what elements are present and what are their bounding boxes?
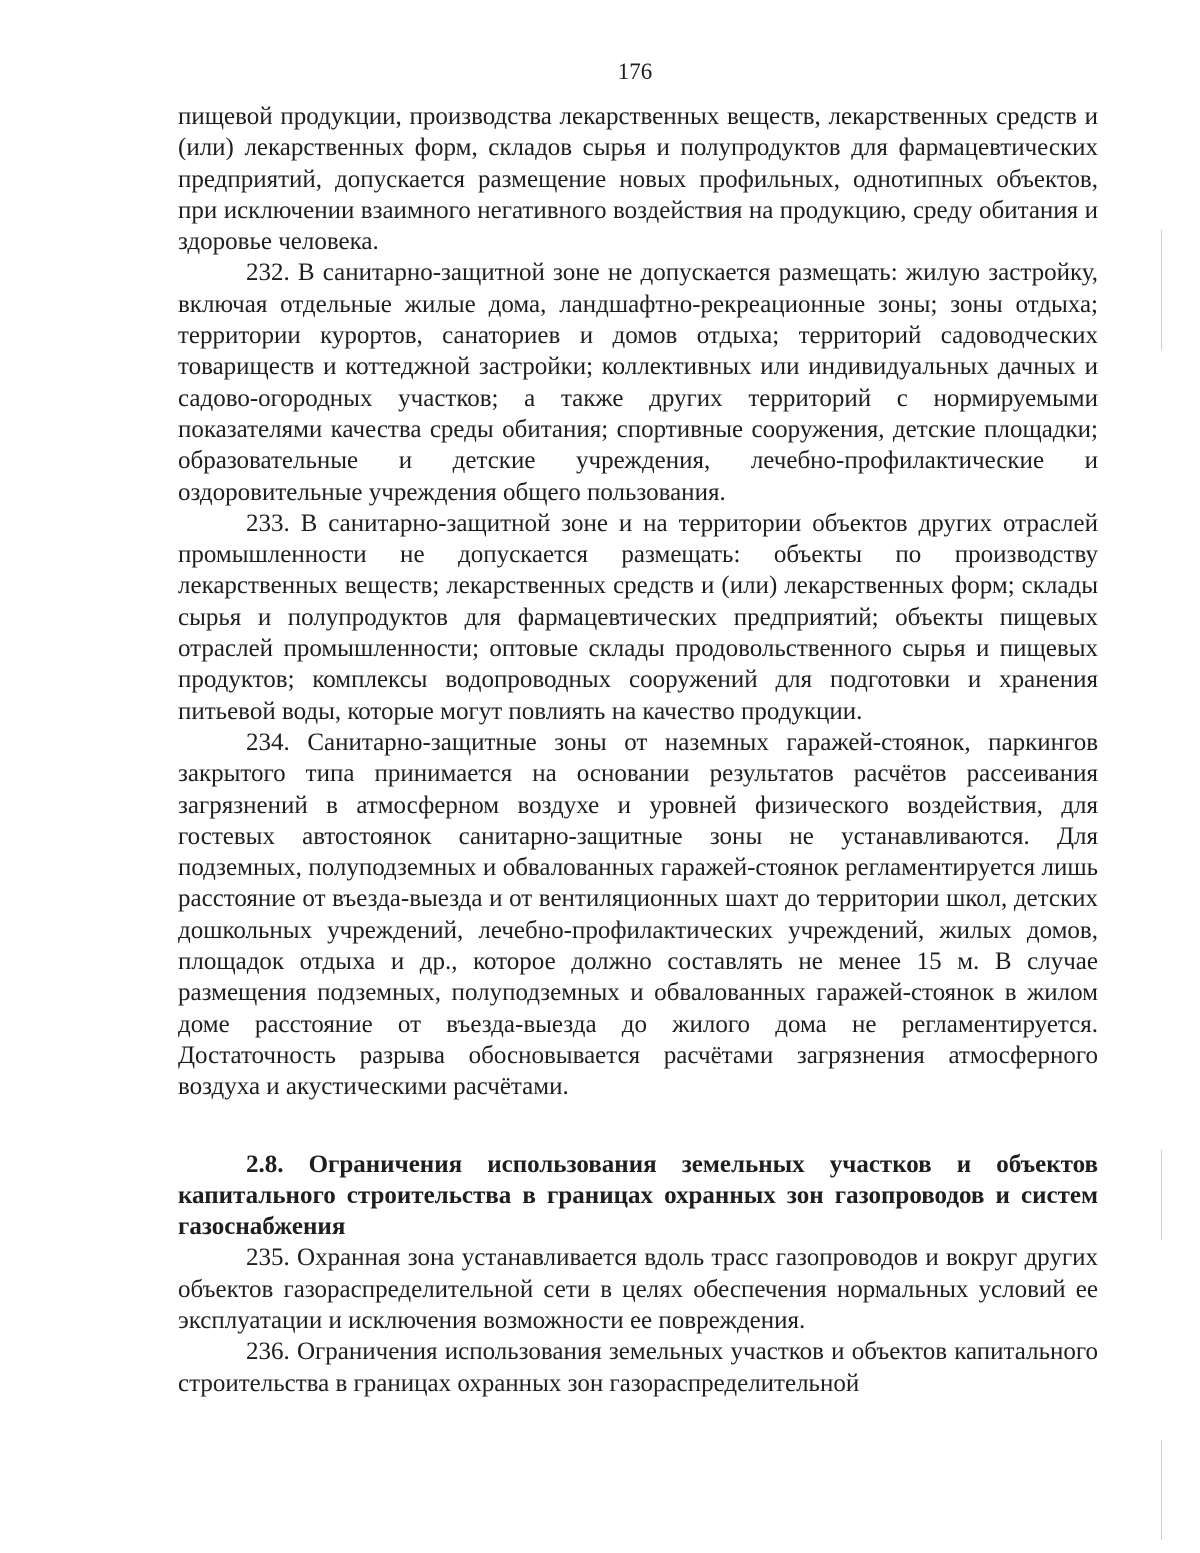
paragraph-234: 234. Санитарно-защитные зоны от наземных гаражей-стоянок, паркингов закрытого типа принимается на основании результатов расчётов рассеивания загрязнений в атмосферном воздухе и уровней физического воздействия, для гостевых автостоянок санитарно-защитные зоны не устанавливаются. Для подземных, полуподземных и обвалованных гаражей-стоянок регламентируется лишь расстояние от въезда-выезда и от вентиляционных шахт до территории школ, детских дошкольных учреждений, лечебно-профилактических учреждений, жилых домов, площадок отдыха и др., которое должно составлять не менее 15 м. В случае размещения подземных, полуподземных и обвалованных гаражей-стоянок в жилом доме расстояние от въезда-выезда до жилого дома не регламентируется. Достаточность разрыва обосновывается расчётами загрязнения атмосферного воздуха и акустическими расчётами. bbox=[178, 728, 1098, 1101]
document-body bbox=[178, 101, 1098, 1399]
scan-edge-mark bbox=[1161, 1440, 1162, 1540]
page-number: 176 bbox=[617, 59, 653, 84]
paragraph-236: 236. Ограничения использования земельных участков и объектов капитального строительства в границах охранных зон газораспределительной bbox=[178, 1338, 1098, 1397]
paragraph-232: 232. В санитарно-защитной зоне не допускается размещать: жилую застройку, включая отдельные жилые дома, ландшафтно-рекреационные зоны; зоны отдыха; территории курортов, санаториев и домов отдыха; территорий садоводческих товариществ и коттеджной застройки; коллективных или индивидуальных дачных и садово-огородных участков; а также других территорий с нормируемыми показателями качества среды обитания; спортивные сооружения, детские площадки; образовательные и детские учреждения, лечебно-профилактические и оздоровительные учреждения общего пользования. bbox=[178, 259, 1098, 506]
paragraph-continuation: пищевой продукции, производства лекарственных веществ, лекарственных средств и (или) лекарственных форм, складов сырья и полупродуктов для фармацевтических предприятий, допускается размещение новых профильных, однотипных объектов, при исключении взаимного негативного воздействия на продукцию, среду обитания и здоровье человека. bbox=[178, 103, 1098, 256]
paragraph-233: 233. В санитарно-защитной зоне и на территории объектов других отраслей промышленности не допускается размещать: объекты по производству лекарственных веществ; лекарственных средств и (или) лекарственных форм; склады сырья и полупродуктов для фармацевтических предприятий; объекты пищевых отраслей промышленности; оптовые склады продовольственного сырья и пищевых продуктов; комплексы водопроводных сооружений для подготовки и хранения питьевой воды, которые могут повлиять на качество продукции. bbox=[178, 509, 1098, 725]
scan-edge-mark bbox=[1161, 1150, 1162, 1240]
scan-edge-mark bbox=[1161, 230, 1162, 350]
section-heading-2-8: 2.8. Ограничения использования земельных участков и объектов капитального строительства в границах охранных зон газопроводов и систем газоснабжения bbox=[178, 1150, 1098, 1241]
paragraph-235: 235. Охранная зона устанавливается вдоль трасс газопроводов и вокруг других объектов газораспределительной сети в целях обеспечения нормальных условий ее эксплуатации и исключения возможности ее повреждения. bbox=[178, 1244, 1098, 1334]
